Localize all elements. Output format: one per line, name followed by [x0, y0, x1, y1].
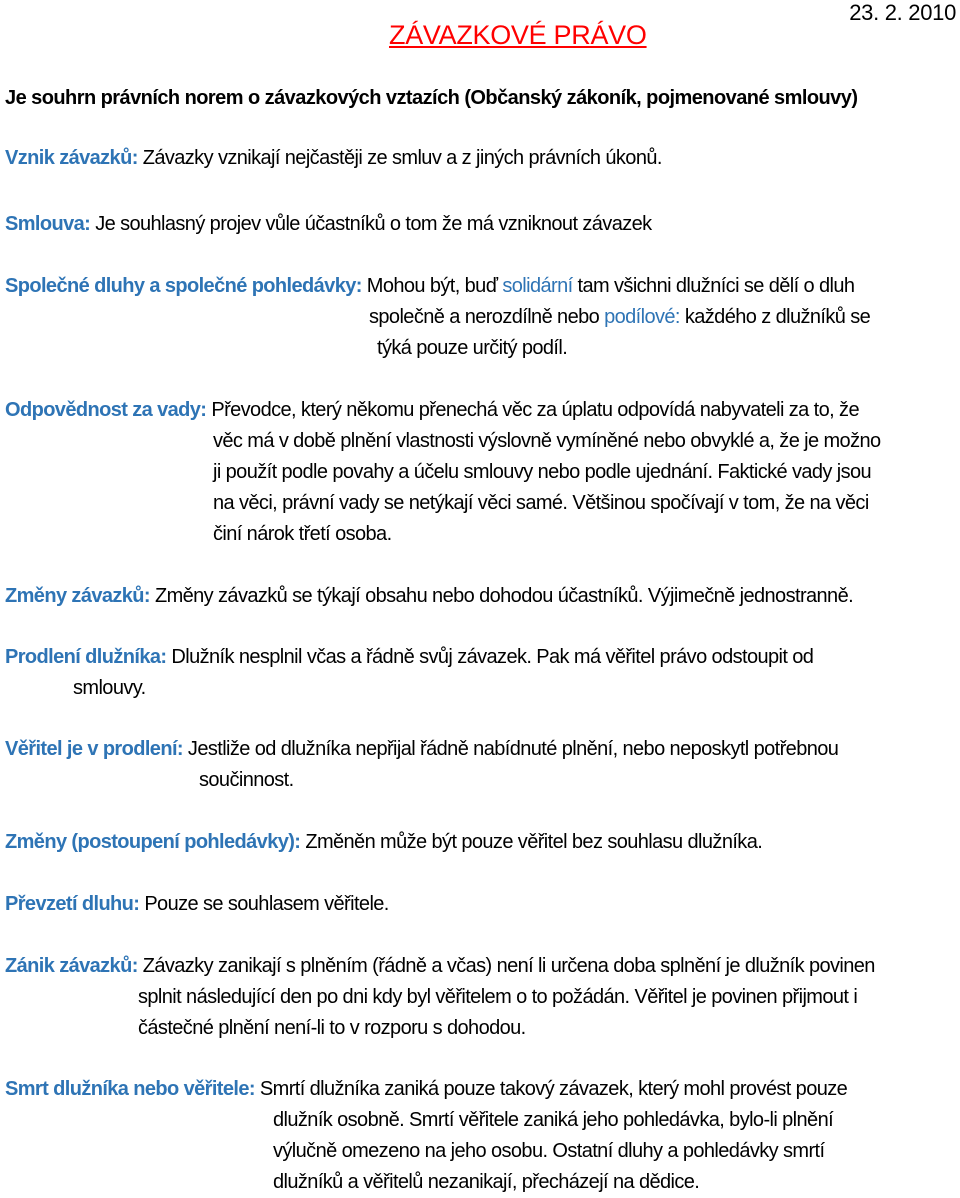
entry-odpovednost-za-vady — [5, 395, 881, 550]
entry-term: Věřitel je v prodlení: — [5, 738, 183, 760]
entry-postoupeni-pohledavky — [5, 827, 762, 858]
entry-text: Pouze se souhlasem věřitele. — [139, 893, 389, 915]
entry-veritel-v-prodleni — [5, 734, 838, 796]
entry-text: Jestliže od dlužníka nepřijal řádně nabídnuté plnění, nebo neposkytl potřebnou — [182, 738, 839, 760]
keyword-solidarni: solidární — [502, 275, 573, 297]
entry-text: smlouvy. — [73, 677, 146, 699]
entry-term: Odpovědnost za vady: — [5, 399, 207, 421]
entry-smrt-dluznika — [5, 1074, 847, 1198]
entry-text: ji použít podle povahy a účelu smlouvy nebo podle ujednání. Faktické vady jsou — [213, 461, 872, 483]
entry-prodleni-dluznika — [5, 642, 813, 704]
entry-text: na věci, právní vady se netýkají věci samé. Většinou spočívají v tom, že na věci — [213, 492, 869, 514]
entry-term: Společné dluhy a společné pohledávky: — [5, 275, 362, 297]
entry-smlouva — [5, 209, 652, 240]
entry-term: Změny závazků: — [5, 585, 150, 607]
entry-term: Smrt dlužníka nebo věřitele: — [5, 1078, 255, 1100]
entry-vznik-zavazku — [5, 143, 662, 174]
entry-text: dlužníků a věřitelů nezanikají, přecházejí na dědice. — [273, 1171, 700, 1193]
entry-term: Vznik závazků: — [5, 147, 138, 169]
entry-text: Je souhlasný projev vůle účastníků o tom že má vzniknout závazek — [90, 213, 652, 235]
entry-text: Závazky vznikají nejčastěji ze smluv a z jiných právních úkonů. — [137, 147, 662, 169]
entry-term: Převzetí dluhu: — [5, 893, 140, 915]
page-title: ZÁVAZKOVÉ PRÁVO — [389, 20, 647, 50]
entry-text: Smrtí dlužníka zaniká pouze takový závazek, který mohl provést pouze — [254, 1078, 848, 1100]
entry-zmeny-zavazku — [5, 581, 853, 612]
entry-spolecne-dluhy — [5, 271, 870, 364]
entry-text: společně a nerozdílně nebo — [369, 306, 605, 328]
entry-text: Převodce, který někomu přenechá věc za úplatu odpovídá nabyvateli za to, že — [206, 399, 859, 421]
entry-text: každého z dlužníků se — [679, 306, 871, 328]
page-subtitle: Je souhrn právních norem o závazkových vztazích (Občanský zákoník, pojmenované smlouvy) — [5, 87, 858, 109]
entry-text: Změny závazků se týkají obsahu nebo dohodou účastníků. Výjimečně jednostranně. — [150, 585, 854, 607]
entry-term: Zánik závazků: — [5, 955, 138, 977]
entry-prevzeti-dluhu — [5, 889, 389, 920]
entry-text: tam všichni dlužníci se dělí o dluh — [572, 275, 855, 297]
entry-text: věc má v době plnění vlastnosti výslovně vymíněné nebo obvyklé a, že je možno — [213, 430, 881, 452]
entry-text: Dlužník nesplnil včas a řádně svůj závazek. Pak má věřitel právo odstoupit od — [166, 646, 814, 668]
entry-zanik-zavazku — [5, 951, 875, 1044]
entry-text: činí nárok třetí osoba. — [213, 523, 392, 545]
entry-text: Závazky zanikají s plněním (řádně a včas) není li určena doba splnění je dlužník povinen — [137, 955, 875, 977]
entry-term: Změny (postoupení pohledávky): — [5, 831, 301, 853]
keyword-podilove: podílové: — [604, 306, 680, 328]
entry-text: Mohou být, buď — [361, 275, 503, 297]
entry-text: splnit následující den po dni kdy byl věřitelem o to požádán. Věřitel je povinen přijmout i — [138, 986, 858, 1008]
entry-text: částečné plnění není-li to v rozporu s dohodou. — [138, 1017, 526, 1039]
entry-text: dlužník osobně. Smrtí věřitele zaniká jeho pohledávka, bylo-li plnění — [273, 1109, 834, 1131]
entry-text: součinnost. — [199, 769, 294, 791]
entry-term: Prodlení dlužníka: — [5, 646, 167, 668]
entry-term: Smlouva: — [5, 213, 91, 235]
document-date: 23. 2. 2010 — [849, 0, 956, 25]
entry-text: týká pouze určitý podíl. — [377, 337, 568, 359]
entry-text: Změněn může být pouze věřitel bez souhlasu dlužníka. — [300, 831, 763, 853]
entry-text: výlučně omezeno na jeho osobu. Ostatní dluhy a pohledávky smrtí — [273, 1140, 825, 1162]
